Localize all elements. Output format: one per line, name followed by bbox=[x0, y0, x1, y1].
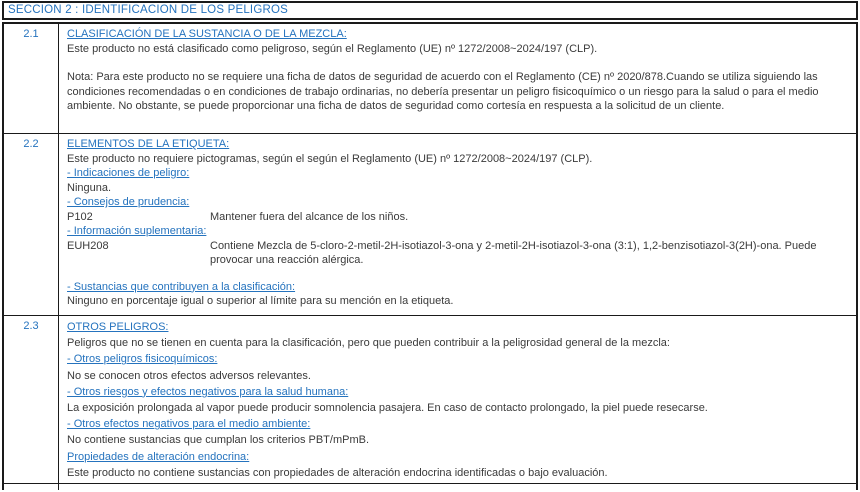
supplementary-entry bbox=[67, 239, 848, 268]
pictograms-statement: Este producto no requiere pictogramas, según el según el Reglamento (UE) nº 1272/2008~2024/197 (CLP). bbox=[67, 152, 593, 165]
classification-title: CLASIFICACIÓN DE LA SUSTANCIA O DE LA MEZCLA: bbox=[67, 28, 347, 40]
endocrine-properties-label: Propiedades de alteración endocrina: bbox=[67, 450, 250, 463]
section-2-header bbox=[2, 1, 858, 20]
section-2-table bbox=[2, 22, 858, 490]
endocrine-properties-value: Este producto no contiene sustancias con propiedades de alteración endocrina identificadas o bajo evaluación. bbox=[67, 466, 608, 479]
section-number-2-3: 2.3 bbox=[4, 316, 59, 483]
physicochemical-label: - Otros peligros fisicoquímicos: bbox=[67, 353, 218, 366]
row-other-hazards bbox=[4, 316, 856, 484]
classification-note: Nota: Para este producto no se requiere una ficha de datos de seguridad de acuerdo con el Reglamento (CE) nº 2020/878.Cuando se utiliza siguiendo las condiciones recomendadas o en condiciones de trabajo ordinarias, no debería presentar un peligro fisicoquímico o un riesgo para la salud o para el medio ambiente. No obstante, se puede proporcionar una ficha de datos de seguridad como cortesía en respuesta a la solicitud de un cliente. bbox=[67, 71, 819, 112]
contributing-substances-value: Ninguno en porcentaje igual o superior al límite para su mención en la etiqueta. bbox=[67, 295, 454, 307]
label-elements-title: ELEMENTOS DE LA ETIQUETA: bbox=[67, 138, 230, 150]
hazard-statements-label: - Indicaciones de peligro: bbox=[67, 167, 190, 179]
health-risks-label: - Otros riesgos y efectos negativos para la salud humana: bbox=[67, 385, 349, 398]
supplementary-text: Contiene Mezcla de 5-cloro-2-metil-2H-isotiazol-3-ona y 2-metil-2H-isotiazol-3-ona (3:1), 1,2-benzisotiazol-3(2H)-ona. Puede provocar una reacción alérgica. bbox=[210, 239, 817, 266]
section-number-2-2: 2.2 bbox=[4, 134, 59, 315]
section-2-header-title: SECCION 2 : IDENTIFICACION DE LOS PELIGROS bbox=[8, 4, 288, 16]
precautionary-entry bbox=[67, 210, 848, 225]
environment-effects-label: - Otros efectos negativos para el medio ambiente: bbox=[67, 418, 311, 431]
spacer bbox=[67, 56, 848, 70]
other-hazards-content bbox=[59, 316, 856, 483]
label-elements-content bbox=[59, 134, 856, 315]
contributing-substances-label: - Sustancias que contribuyen a la clasificación: bbox=[67, 280, 296, 293]
supplementary-code: EUH208 bbox=[67, 239, 109, 252]
row-label-elements bbox=[4, 134, 856, 316]
precautionary-code: P102 bbox=[67, 210, 93, 223]
sds-page bbox=[2, 1, 858, 490]
other-hazards-title: OTROS PELIGROS: bbox=[67, 321, 169, 333]
supplementary-label: - Información suplementaria: bbox=[67, 225, 207, 237]
row-classification bbox=[4, 24, 856, 134]
hazard-statements-value: Ninguna. bbox=[67, 181, 112, 194]
next-row-content bbox=[59, 484, 856, 490]
section-number-2-1: 2.1 bbox=[4, 24, 59, 133]
other-hazards-intro: Peligros que no se tienen en cuenta para la clasificación, pero que pueden contribuir a la peligrosidad general de la mezcla: bbox=[67, 337, 670, 350]
precautionary-text: Mantener fuera del alcance de los niños. bbox=[210, 210, 409, 223]
section-number-next bbox=[4, 484, 59, 490]
health-risks-value: La exposición prolongada al vapor puede producir somnolencia pasajera. En caso de contacto prolongado, la piel puede resecarse. bbox=[67, 402, 708, 415]
classification-content bbox=[59, 24, 856, 133]
spacer bbox=[67, 268, 848, 280]
classification-statement: Este producto no está clasificado como peligroso, según el Reglamento (UE) nº 1272/2008~2024/197 (CLP). bbox=[67, 42, 598, 55]
row-next-truncated bbox=[4, 484, 856, 490]
precautionary-label: - Consejos de prudencia: bbox=[67, 196, 190, 208]
physicochemical-value: No se conocen otros efectos adversos relevantes. bbox=[67, 369, 311, 382]
environment-effects-value: No contiene sustancias que cumplan los criterios PBT/mPmB. bbox=[67, 434, 370, 447]
